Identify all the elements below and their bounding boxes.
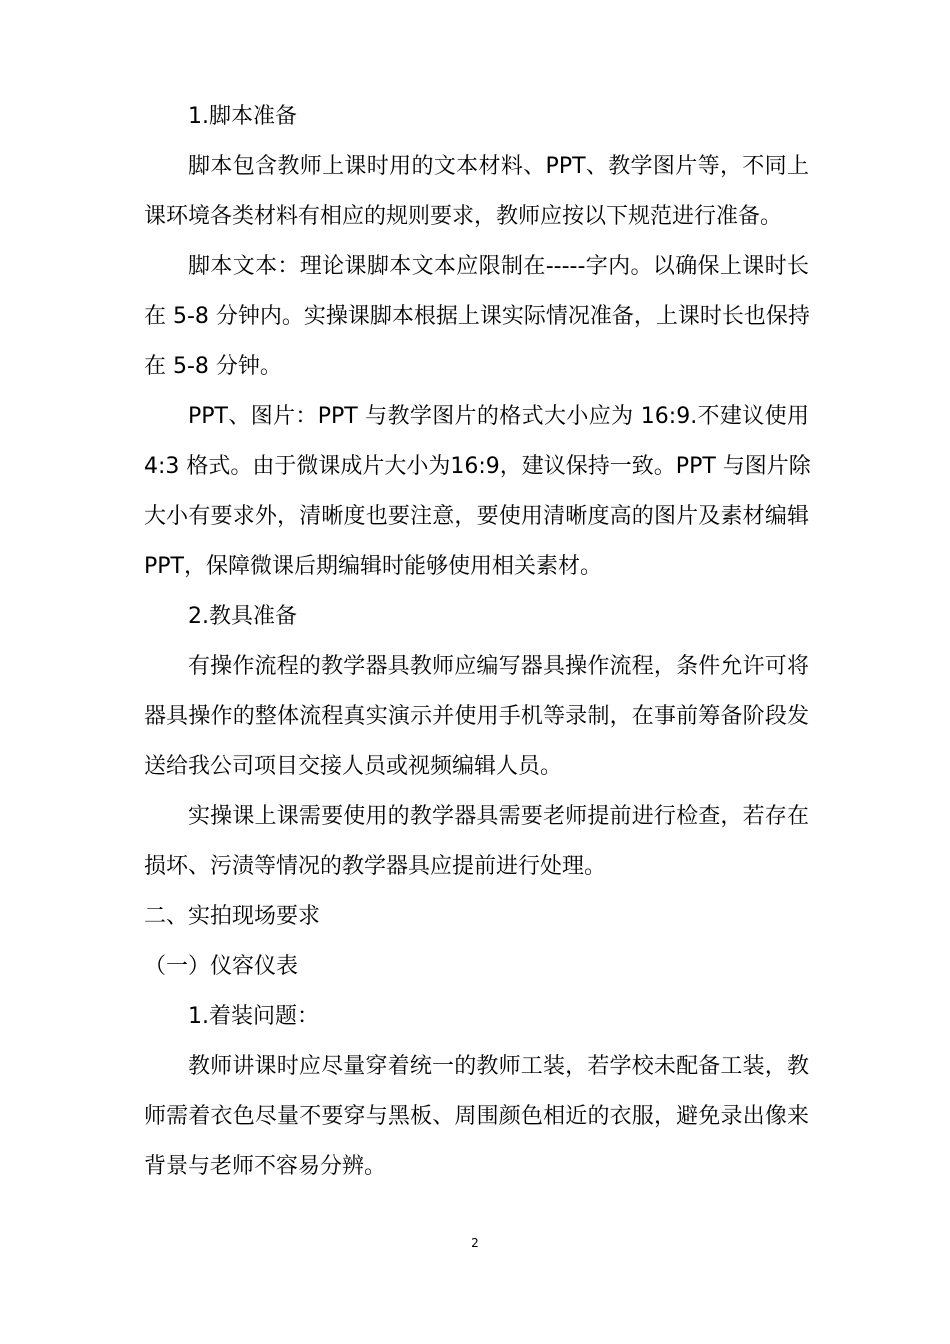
paragraph-line: 有操作流程的教学器具教师应编写器具操作流程，条件允许可将 — [188, 654, 809, 679]
paragraph-line: 4:3 格式。由于微课成片大小为16:9，建议保持一致。PPT 与图片除 — [144, 454, 811, 479]
paragraph-line: 课环境各类材料有相应的规则要求，教师应按以下规范进行准备。 — [144, 204, 783, 229]
paragraph-line: 脚本文本：理论课脚本文本应限制在-----字内。以确保上课时长 — [188, 254, 809, 279]
subsection-heading-appearance: （一）仪容仪表 — [144, 954, 299, 979]
heading-attire: 1.着装问题： — [188, 1004, 319, 1029]
paragraph-line: 在 5-8 分钟。 — [144, 354, 282, 379]
paragraph-line: 教师讲课时应尽量穿着统一的教师工装，若学校未配备工装，教 — [188, 1054, 809, 1079]
paragraph-line: 损坏、污渍等情况的教学器具应提前进行处理。 — [144, 854, 607, 879]
section-heading-onsite-requirements: 二、实拍现场要求 — [144, 904, 321, 929]
heading-script-preparation: 1.脚本准备 — [188, 104, 297, 129]
paragraph-line: 大小有要求外，清晰度也要注意，要使用清晰度高的图片及素材编辑 — [144, 504, 809, 529]
paragraph-line: 器具操作的整体流程真实演示并使用手机等录制，在事前筹备阶段发 — [144, 704, 809, 729]
paragraph-line: 送给我公司项目交接人员或视频编辑人员。 — [144, 754, 563, 779]
paragraph-line: 在 5-8 分钟内。实操课脚本根据上课实际情况准备，上课时长也保持 — [144, 304, 810, 329]
paragraph-line: PPT，保障微课后期编辑时能够使用相关素材。 — [144, 554, 602, 579]
paragraph-line: 脚本包含教师上课时用的文本材料、PPT、教学图片等，不同上 — [188, 154, 809, 179]
page-number: 2 — [471, 1236, 479, 1250]
paragraph-line: 师需着衣色尽量不要穿与黑板、周围颜色相近的衣服，避免录出像来 — [144, 1104, 809, 1129]
paragraph-line: 实操课上课需要使用的教学器具需要老师提前进行检查，若存在 — [188, 804, 809, 829]
paragraph-line: 背景与老师不容易分辨。 — [144, 1154, 387, 1179]
paragraph-line: PPT、图片：PPT 与教学图片的格式大小应为 16:9.不建议使用 — [188, 404, 809, 429]
heading-teaching-aids-preparation: 2.教具准备 — [188, 604, 297, 629]
